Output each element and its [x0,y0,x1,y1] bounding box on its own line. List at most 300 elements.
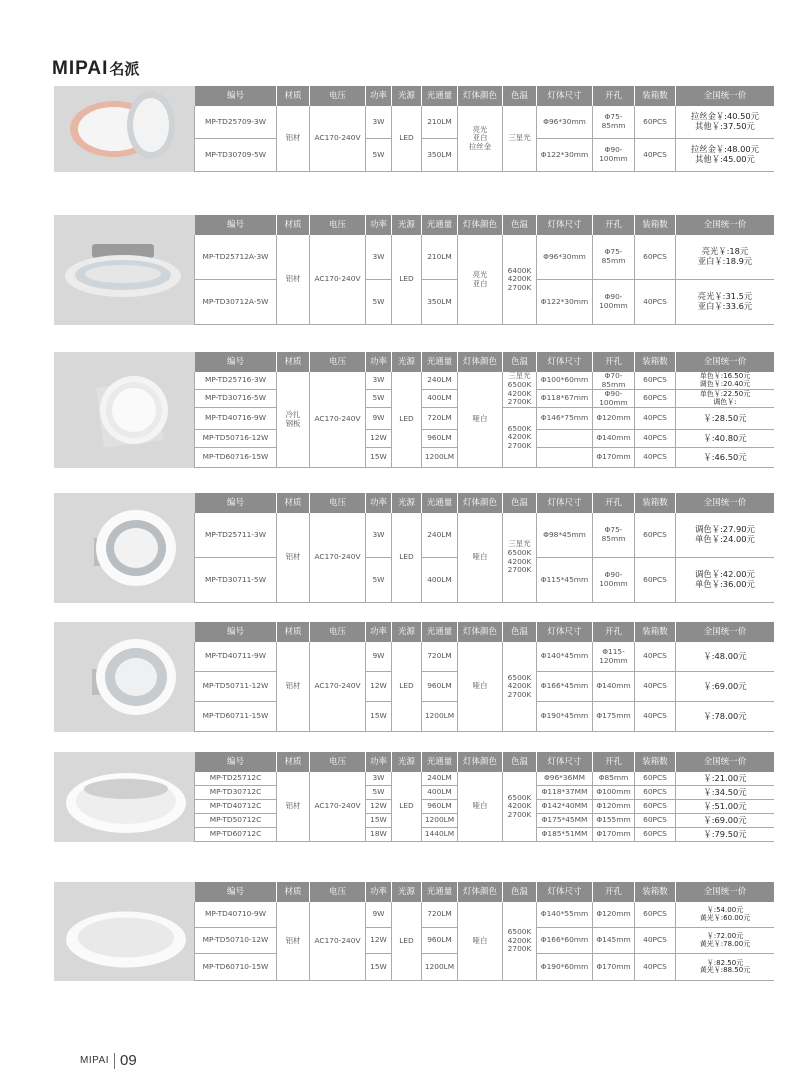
spec-table-body [195,513,774,603]
dimension-cell: Φ118*67mm [537,390,593,408]
column-header: 装箱数 [635,622,676,642]
box-qty-cell: 40PCS [635,139,676,172]
spec-table-header [195,622,774,642]
cutout-cell: Φ120mm [593,800,635,814]
lumen-cell: 350LM [422,139,458,172]
cutout-cell: Φ120mm [593,902,635,928]
price-cell: ￥:78.00元 [676,702,774,732]
box-qty-cell: 60PCS [635,902,676,928]
box-qty-cell: 40PCS [635,430,676,448]
column-header: 材质 [277,493,310,513]
column-header: 电压 [310,752,366,772]
cutout-cell: Φ75-85mm [593,106,635,139]
color-temp-cell: 6500K 4200K 2700K [503,642,537,732]
column-header: 装箱数 [635,882,676,902]
cutout-cell: Φ170mm [593,448,635,468]
lumen-cell: 1200LM [422,702,458,732]
price-cell: 拉丝金￥:40.50元 其他￥:37.50元 [676,106,774,139]
price-cell: ￥:40.80元 [676,430,774,448]
column-header: 开孔 [593,622,635,642]
spec-table-header [195,215,774,235]
column-header: 光源 [392,86,422,106]
dimension-cell: Φ175*45MM [537,814,593,828]
dimension-cell: Φ115*45mm [537,558,593,603]
lumen-cell: 210LM [422,235,458,280]
cutout-cell: Φ100mm [593,786,635,800]
light-source-cell: LED [392,372,422,468]
product-block [54,215,774,325]
model-code-cell: MP-TD50716-12W [195,430,277,448]
column-header: 装箱数 [635,352,676,372]
column-header: 编号 [195,752,277,772]
color-temp-cell: 6500K 4200K 2700K [503,772,537,842]
power-cell: 9W [366,408,392,430]
column-header: 色温 [503,622,537,642]
spec-table-header [195,752,774,772]
column-header: 材质 [277,86,310,106]
column-header: 电压 [310,215,366,235]
dimension-cell: Φ190*45mm [537,702,593,732]
power-cell: 5W [366,558,392,603]
cutout-cell: Φ140mm [593,430,635,448]
footer-divider [114,1053,115,1069]
light-source-cell: LED [392,106,422,172]
column-header: 功率 [366,86,392,106]
box-qty-cell: 60PCS [635,106,676,139]
dimension-cell: Φ140*55mm [537,902,593,928]
material-cell: 冷扎 钢板 [277,372,310,468]
column-header: 材质 [277,882,310,902]
column-header: 灯体颜色 [458,215,503,235]
deep-white-downlight-icon [54,352,195,468]
light-source-cell: LED [392,902,422,981]
column-header: 灯体尺寸 [537,882,593,902]
finned-heatsink-downlight-icon [54,882,195,981]
model-code-cell: MP-TD25709-3W [195,106,277,139]
model-code-cell: MP-TD40711-9W [195,642,277,672]
column-header: 灯体颜色 [458,752,503,772]
column-header: 全国统一价 [703,220,747,230]
column-header: 装箱数 [635,86,676,106]
lumen-cell: 1440LM [422,828,458,842]
column-header: 功率 [366,622,392,642]
cutout-cell: Φ145mm [593,928,635,954]
spec-table-body [195,106,774,172]
slim-white-downlight-icon [54,752,195,842]
dimension-cell: Φ140*45mm [537,642,593,672]
price-cell: 拉丝金￥:48.00元 其他￥:45.00元 [676,139,774,172]
column-header: 开孔 [593,752,635,772]
column-header: 灯体颜色 [458,352,503,372]
dimension-cell: Φ142*40MM [537,800,593,814]
cutout-cell: Φ90-100mm [593,558,635,603]
price-cell: ￥:72.00元 黄光￥:78.00元 [676,928,774,954]
body-color-cell: 哑白 [458,372,503,468]
model-code-cell: MP-TD40712C [195,800,277,814]
column-header: 全国统一价 [703,498,747,508]
column-header: 色温 [503,752,537,772]
silver-reflector-downlight-icon [54,622,195,732]
body-color-cell: 哑白 [458,642,503,732]
dimension-cell: Φ122*30mm [537,139,593,172]
price-cell: 单色￥:22.50元 调色￥: [676,390,774,408]
column-header: 灯体尺寸 [537,215,593,235]
price-cell: ￥:48.00元 [676,642,774,672]
light-source-cell: LED [392,772,422,842]
voltage-cell: AC170-240V [310,902,366,981]
spec-table-body [195,235,774,325]
lumen-cell: 240LM [422,372,458,390]
color-temp-cell: 6400K 4200K 2700K [503,235,537,325]
lumen-cell: 720LM [422,408,458,430]
model-code-cell: MP-TD30711-5W [195,558,277,603]
column-header: 编号 [195,86,277,106]
column-header: 光通量 [422,352,458,372]
box-qty-cell: 40PCS [635,408,676,430]
brand-name-en: MIPAI [52,58,109,79]
dimension-cell: Φ96*30mm [537,106,593,139]
color-temp-cell: 6500K 4200K 2700K [503,408,537,468]
power-cell: 3W [366,372,392,390]
price-cell: 亮光￥:18元 亚白￥:18.9元 [676,235,774,280]
power-cell: 9W [366,902,392,928]
voltage-cell: AC170-240V [310,235,366,325]
cutout-cell: Φ140mm [593,672,635,702]
product-block [54,352,774,468]
column-header: 光通量 [422,622,458,642]
cutout-cell: Φ170mm [593,954,635,981]
column-header: 灯体颜色 [458,493,503,513]
column-header: 开孔 [593,882,635,902]
power-cell: 5W [366,786,392,800]
brand-logo [52,58,139,80]
column-header: 电压 [310,86,366,106]
power-cell: 12W [366,672,392,702]
box-qty-cell: 60PCS [635,390,676,408]
cutout-cell: Φ115-120mm [593,642,635,672]
spec-table-header [195,493,774,513]
power-cell: 5W [366,390,392,408]
dimension-cell: Φ185*51MM [537,828,593,842]
box-qty-cell: 40PCS [635,954,676,981]
color-temp-cell: 三星光 6500K 4200K 2700K [503,372,537,408]
model-code-cell: MP-TD30716-5W [195,390,277,408]
model-code-cell: MP-TD50710-12W [195,928,277,954]
product-block [54,752,774,842]
silver-ring-downlight-icon [54,493,195,603]
column-header: 开孔 [593,352,635,372]
color-temp-cell: 三星光 [503,106,537,172]
lumen-cell: 960LM [422,928,458,954]
power-cell: 18W [366,828,392,842]
box-qty-cell: 60PCS [635,558,676,603]
column-header: 光源 [392,352,422,372]
box-qty-cell: 60PCS [635,814,676,828]
column-header: 灯体尺寸 [537,752,593,772]
column-header: 灯体颜色 [458,882,503,902]
model-code-cell: MP-TD25711-3W [195,513,277,558]
body-color-cell: 哑白 [458,902,503,981]
column-header: 功率 [366,215,392,235]
lumen-cell: 720LM [422,642,458,672]
spec-table-header [195,86,774,106]
column-header: 灯体颜色 [458,86,503,106]
column-header: 功率 [366,882,392,902]
product-block [54,493,774,603]
cutout-cell: Φ90-100mm [593,390,635,408]
price-cell: ￥:79.50元 [676,828,774,842]
cutout-cell: Φ85mm [593,772,635,786]
power-cell: 12W [366,430,392,448]
column-header: 编号 [195,493,277,513]
material-cell: 铝材 [277,235,310,325]
column-header: 编号 [195,882,277,902]
dimension-cell: Φ96*36MM [537,772,593,786]
lumen-cell: 350LM [422,280,458,325]
column-header: 光源 [392,882,422,902]
power-cell: 5W [366,280,392,325]
body-color-cell: 哑白 [458,513,503,603]
column-header: 色温 [503,493,537,513]
column-header: 光源 [392,215,422,235]
cutout-cell: Φ75-85mm [593,513,635,558]
power-cell: 5W [366,139,392,172]
box-qty-cell: 60PCS [635,800,676,814]
price-cell: ￥:51.00元 [676,800,774,814]
voltage-cell: AC170-240V [310,106,366,172]
price-cell: ￥:69.00元 [676,672,774,702]
column-header: 灯体尺寸 [537,352,593,372]
dimension-cell: Φ166*60mm [537,928,593,954]
lumen-cell: 960LM [422,430,458,448]
spec-table-body [195,642,774,732]
column-header: 光通量 [422,86,458,106]
price-cell: ￥:82.50元 黄光￥:88.50元 [676,954,774,981]
lumen-cell: 210LM [422,106,458,139]
model-code-cell: MP-TD60711-15W [195,702,277,732]
column-header: 开孔 [593,215,635,235]
model-code-cell: MP-TD50711-12W [195,672,277,702]
product-block [54,86,774,172]
spec-table-header [195,882,774,902]
column-header: 灯体颜色 [458,622,503,642]
column-header: 灯体尺寸 [537,622,593,642]
spec-table-body [195,902,774,981]
price-cell: ￥:21.00元 [676,772,774,786]
body-color-cell: 亮光 亚白 拉丝金 [458,106,503,172]
column-header: 光通量 [422,752,458,772]
voltage-cell: AC170-240V [310,772,366,842]
box-qty-cell: 60PCS [635,235,676,280]
column-header: 装箱数 [635,493,676,513]
box-qty-cell: 40PCS [635,702,676,732]
spec-table-body [195,372,774,468]
power-cell: 3W [366,106,392,139]
column-header: 功率 [366,752,392,772]
column-header: 光源 [392,493,422,513]
dimension-cell [537,430,593,448]
power-cell: 3W [366,235,392,280]
cutout-cell: Φ70-85mm [593,372,635,390]
column-header: 全国统一价 [703,887,747,897]
box-qty-cell: 40PCS [635,280,676,325]
lumen-cell: 240LM [422,513,458,558]
column-header: 光通量 [422,215,458,235]
box-qty-cell: 60PCS [635,786,676,800]
model-code-cell: MP-TD30712A-5W [195,280,277,325]
dimension-cell: Φ96*30mm [537,235,593,280]
model-code-cell: MP-TD40710-9W [195,902,277,928]
column-header: 开孔 [593,493,635,513]
material-cell: 铝材 [277,642,310,732]
model-code-cell: MP-TD25716-3W [195,372,277,390]
brand-name-cn: 名派 [109,60,140,78]
column-header: 色温 [503,352,537,372]
box-qty-cell: 40PCS [635,642,676,672]
column-header: 光通量 [422,493,458,513]
voltage-cell: AC170-240V [310,372,366,468]
model-code-cell: MP-TD40716-9W [195,408,277,430]
lumen-cell: 240LM [422,772,458,786]
column-header: 材质 [277,622,310,642]
column-header: 全国统一价 [703,357,747,367]
voltage-cell: AC170-240V [310,513,366,603]
flat-silver-downlight-icon [54,215,195,325]
lumen-cell: 1200LM [422,814,458,828]
dimension-cell: Φ190*60mm [537,954,593,981]
column-header: 光源 [392,752,422,772]
box-qty-cell: 60PCS [635,513,676,558]
box-qty-cell: 60PCS [635,828,676,842]
material-cell: 铝材 [277,513,310,603]
price-cell: 亮光￥:31.5元 亚白￥:33.6元 [676,280,774,325]
price-cell: ￥:54.00元 黄光￥:60.00元 [676,902,774,928]
cutout-cell: Φ90-100mm [593,139,635,172]
price-cell: 调色￥:42.00元 单色￥:36.00元 [676,558,774,603]
column-header: 色温 [503,215,537,235]
lumen-cell: 400LM [422,390,458,408]
column-header: 色温 [503,882,537,902]
price-cell: 调色￥:27.90元 单色￥:24.00元 [676,513,774,558]
box-qty-cell: 60PCS [635,372,676,390]
material-cell: 铝材 [277,772,310,842]
column-header: 色温 [503,86,537,106]
column-header: 编号 [195,215,277,235]
body-color-cell: 哑白 [458,772,503,842]
column-header: 功率 [366,352,392,372]
power-cell: 15W [366,702,392,732]
color-temp-cell: 6500K 4200K 2700K [503,902,537,981]
spec-table-header [195,352,774,372]
column-header: 电压 [310,352,366,372]
color-temp-cell: 三星光 6500K 4200K 2700K [503,513,537,603]
cutout-cell: Φ155mm [593,814,635,828]
cutout-cell: Φ90-100mm [593,280,635,325]
cutout-cell: Φ170mm [593,828,635,842]
dimension-cell: Φ166*45mm [537,672,593,702]
material-cell: 铝材 [277,902,310,981]
column-header: 全国统一价 [703,91,747,101]
model-code-cell: MP-TD30709-5W [195,139,277,172]
power-cell: 3W [366,772,392,786]
box-qty-cell: 40PCS [635,448,676,468]
lumen-cell: 960LM [422,672,458,702]
price-cell: ￥:28.50元 [676,408,774,430]
column-header: 材质 [277,352,310,372]
power-cell: 15W [366,814,392,828]
dimension-cell: Φ146*75mm [537,408,593,430]
price-cell: ￥:69.00元 [676,814,774,828]
cutout-cell: Φ120mm [593,408,635,430]
rose-gold-downlight-icon [54,86,195,172]
lumen-cell: 400LM [422,558,458,603]
price-cell: ￥:34.50元 [676,786,774,800]
column-header: 功率 [366,493,392,513]
column-header: 电压 [310,882,366,902]
voltage-cell: AC170-240V [310,642,366,732]
column-header: 电压 [310,622,366,642]
column-header: 灯体尺寸 [537,493,593,513]
model-code-cell: MP-TD60716-15W [195,448,277,468]
page-number: 09 [119,1052,137,1069]
column-header: 全国统一价 [703,627,747,637]
product-block [54,622,774,732]
column-header: 编号 [195,622,277,642]
power-cell: 12W [366,928,392,954]
box-qty-cell: 60PCS [635,772,676,786]
column-header: 开孔 [593,86,635,106]
dimension-cell: Φ122*30mm [537,280,593,325]
column-header: 光源 [392,622,422,642]
model-code-cell: MP-TD25712C [195,772,277,786]
column-header: 编号 [195,352,277,372]
cutout-cell: Φ175mm [593,702,635,732]
model-code-cell: MP-TD30712C [195,786,277,800]
dimension-cell: Φ100*60mm [537,372,593,390]
light-source-cell: LED [392,642,422,732]
page-footer [80,1052,137,1069]
column-header: 灯体尺寸 [537,86,593,106]
model-code-cell: MP-TD60710-15W [195,954,277,981]
column-header: 光通量 [422,882,458,902]
column-header: 全国统一价 [703,757,747,767]
body-color-cell: 亮光 亚白 [458,235,503,325]
box-qty-cell: 40PCS [635,928,676,954]
price-cell: 单色￥:16.50元 调色￥:20.40元 [676,372,774,390]
lumen-cell: 400LM [422,786,458,800]
model-code-cell: MP-TD50712C [195,814,277,828]
dimension-cell: Φ98*45mm [537,513,593,558]
lumen-cell: 1200LM [422,448,458,468]
footer-brand: MIPAI [80,1055,109,1066]
lumen-cell: 960LM [422,800,458,814]
power-cell: 15W [366,448,392,468]
dimension-cell [537,448,593,468]
power-cell: 3W [366,513,392,558]
price-cell: ￥:46.50元 [676,448,774,468]
dimension-cell: Φ118*37MM [537,786,593,800]
power-cell: 15W [366,954,392,981]
power-cell: 9W [366,642,392,672]
spec-table-body [195,772,774,842]
column-header: 材质 [277,752,310,772]
column-header: 装箱数 [635,752,676,772]
cutout-cell: Φ75-85mm [593,235,635,280]
product-block [54,882,774,981]
power-cell: 12W [366,800,392,814]
column-header: 装箱数 [635,215,676,235]
column-header: 材质 [277,215,310,235]
